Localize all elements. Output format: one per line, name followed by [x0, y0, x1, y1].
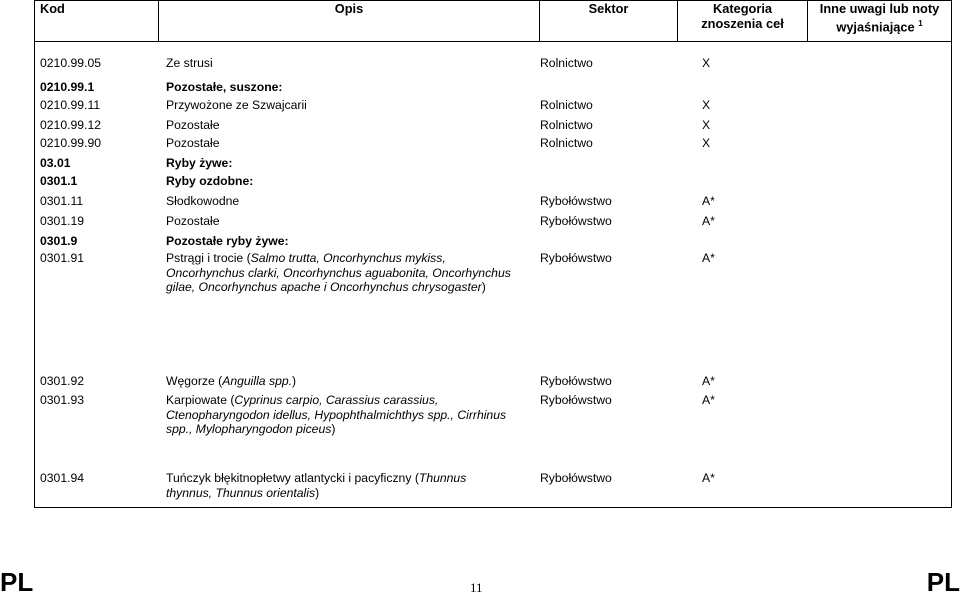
opis-text: )	[331, 422, 336, 436]
table-body-row	[35, 42, 952, 508]
opis-text: Tuńczyk błękitnopłetwy atlantycki i pacyficzny (	[166, 471, 419, 485]
cell-opis: Pozostałe	[166, 136, 220, 150]
latin-name-text: Anguilla spp.	[222, 374, 293, 388]
footer-language-left: PL	[0, 567, 34, 597]
footer-language-right: PL	[926, 567, 960, 597]
opis-text: Pstrągi i trocie (	[166, 251, 251, 265]
header-kategoria	[678, 1, 808, 42]
cell-kod: 0210.99.05	[40, 56, 101, 70]
table-body-cell	[35, 42, 952, 508]
latin-name-text: Salmo trutta, Oncorhynchus mykiss, Oncorhynchus clarki, Oncorhynchus aguabonita, Oncorhynchus gilae, Oncorhynchus apache i Oncorhynchus chrysogaster	[166, 251, 511, 294]
cell-kod: 0301.92	[40, 374, 85, 388]
cell-sektor: Rybołówstwo	[540, 214, 612, 228]
row-list	[35, 42, 951, 507]
cell-kod: 0301.94	[40, 471, 85, 485]
cell-kategoria: X	[702, 118, 711, 132]
cell-opis	[166, 393, 511, 437]
header-inne-line1: Inne uwagi lub noty	[819, 1, 940, 16]
opis-text: )	[481, 280, 486, 294]
cell-sektor: Rolnictwo	[540, 56, 593, 70]
cell-kategoria: X	[702, 98, 711, 112]
cell-kod: 0210.99.12	[40, 118, 101, 132]
header-inne-uwagi	[808, 1, 952, 42]
footer-page-number: 11	[470, 580, 483, 595]
cell-opis: Pozostałe ryby żywe:	[166, 234, 289, 248]
cell-kategoria: A*	[702, 251, 715, 265]
cell-kategoria: A*	[702, 194, 715, 208]
latin-name-text: Thunnus thynnus, Thunnus orientalis	[166, 471, 467, 500]
cell-sektor: Rybołówstwo	[540, 393, 612, 407]
cell-kategoria: X	[702, 56, 711, 70]
header-sektor: Sektor	[540, 1, 678, 42]
cell-opis: Pozostałe	[166, 118, 220, 132]
cell-kod: 0210.99.90	[40, 136, 101, 150]
cell-kategoria: A*	[702, 471, 715, 485]
cell-kod: 0301.93	[40, 393, 85, 407]
cell-opis: Pozostałe, suszone:	[166, 80, 283, 94]
cell-sektor: Rybołówstwo	[540, 251, 612, 265]
header-kod: Kod	[35, 1, 159, 42]
cell-kategoria: A*	[702, 374, 715, 388]
cell-opis: Ze strusi	[166, 56, 213, 70]
tariff-table	[34, 0, 952, 508]
header-kategoria-line2: znoszenia ceł	[701, 16, 784, 31]
cell-sektor: Rybołówstwo	[540, 471, 612, 485]
cell-kod: 03.01	[40, 156, 71, 170]
cell-kategoria: X	[702, 136, 711, 150]
cell-opis: Ryby ozdobne:	[166, 174, 254, 188]
cell-sektor: Rolnictwo	[540, 118, 593, 132]
cell-kod: 0301.19	[40, 214, 85, 228]
opis-text: )	[315, 485, 320, 500]
cell-kod: 0301.91	[40, 251, 85, 265]
latin-name-text: Cyprinus carpio, Carassius carassius, Ctenopharyngodon idellus, Hypophthalmichthys spp., Cirrhinus spp., Mylopharyngodon piceus	[166, 393, 507, 436]
cell-sektor: Rolnictwo	[540, 98, 593, 112]
opis-text: Karpiowate (	[166, 393, 235, 407]
header-inne-line2: wyjaśniające	[836, 19, 915, 35]
cell-opis: Słodkowodne	[166, 194, 240, 208]
header-footnote-mark: 1	[918, 19, 923, 28]
table-header-row	[35, 1, 952, 42]
cell-opis	[166, 374, 511, 389]
opis-text: Węgorze (	[166, 374, 223, 388]
cell-kod: 0301.9	[40, 234, 78, 248]
cell-sektor: Rolnictwo	[540, 136, 593, 150]
opis-text: )	[292, 374, 297, 388]
cell-sektor: Rybołówstwo	[540, 374, 612, 388]
cell-opis: Pozostałe	[166, 214, 220, 228]
cell-kod: 0210.99.1	[40, 80, 95, 94]
cell-kod: 0301.1	[40, 174, 78, 188]
header-opis: Opis	[159, 1, 540, 42]
cell-kategoria: A*	[702, 214, 715, 228]
cell-kategoria: A*	[702, 393, 715, 407]
cell-kod: 0210.99.11	[40, 98, 101, 112]
cell-sektor: Rybołówstwo	[540, 194, 612, 208]
cell-opis: Przywożone ze Szwajcarii	[166, 98, 307, 112]
cell-opis	[166, 471, 511, 500]
cell-opis: Ryby żywe:	[166, 156, 233, 170]
header-kategoria-line1: Kategoria	[712, 1, 773, 16]
cell-opis	[166, 251, 511, 295]
cell-kod: 0301.11	[40, 194, 84, 208]
